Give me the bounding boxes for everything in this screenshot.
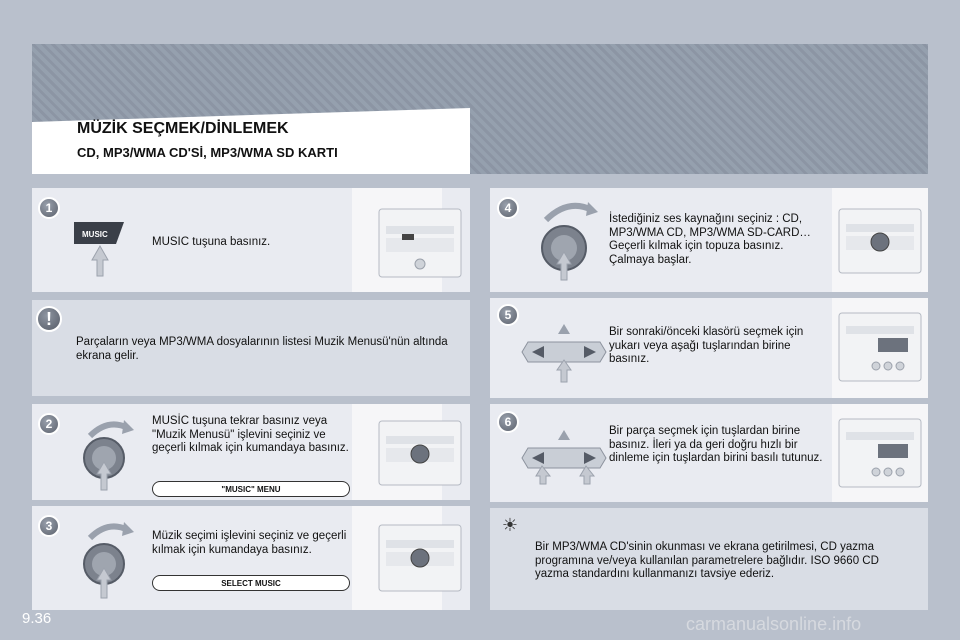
radio-unit-icon <box>838 312 922 382</box>
step-number-1: 1 <box>38 197 60 219</box>
step-number-3: 3 <box>38 515 60 537</box>
page-number: 9.36 <box>22 610 52 627</box>
radio-unit-icon <box>838 208 922 274</box>
select-music-pill: SELECT MUSIC <box>152 575 350 591</box>
step-6-text: Bir parça seçmek için tuşlardan birine basınız. İleri ya da geri doğru hızlı bir dinleme için tuşlardan birini basılı tutunuz. <box>609 425 823 464</box>
note-text: Parçaların veya MP3/WMA dosyalarının listesi Muzik Menusü'nün altında ekrana gelir. <box>76 336 448 362</box>
watermark: carmanualsonline.info <box>686 614 862 634</box>
page-title: MÜZİK SEÇMEK/DİNLEMEK <box>77 120 289 137</box>
music-menu-pill: "MUSIC" MENU <box>152 481 350 497</box>
rotary-knob-icon <box>78 520 134 600</box>
radio-unit-icon <box>378 420 462 486</box>
step-2-text: MUSİC tuşuna tekrar basınız veya "Muzik Menusü" işlevini seçiniz ve geçerli kılmak için kumandaya basınız. <box>152 415 349 454</box>
music-button-icon <box>72 210 132 276</box>
step-5-text: Bir sonraki/önceki klasörü seçmek için yukarı veya aşağı tuşlarından birine basınız. <box>609 326 804 365</box>
rotary-knob-icon <box>536 198 596 282</box>
radio-unit-icon <box>378 208 462 278</box>
step-number-6: 6 <box>497 411 519 433</box>
step-4-text: İstediğiniz ses kaynağını seçiniz : CD, MP3/WMA CD, MP3/WMA SD-CARD… Geçerli kılmak için topuza basınız. Çalmaya başlar. <box>609 213 811 266</box>
step-number-2: 2 <box>38 413 60 435</box>
music-button-label: MUSIC <box>82 230 108 239</box>
direction-pad-icon <box>522 322 606 382</box>
rotary-knob-icon <box>78 418 134 492</box>
page-subtitle: CD, MP3/WMA CD'Sİ, MP3/WMA SD KARTI <box>77 145 338 160</box>
sun-tip-icon: ☀ <box>501 515 519 535</box>
step-number-4: 4 <box>497 197 519 219</box>
radio-unit-icon <box>838 418 922 488</box>
step-3-text: Müzik seçimi işlevini seçiniz ve geçerli kılmak için kumandaya basınız. <box>152 530 347 556</box>
warning-icon: ! <box>36 306 62 332</box>
radio-unit-icon <box>378 524 462 592</box>
direction-pad-icon <box>522 428 606 488</box>
step-number-5: 5 <box>497 304 519 326</box>
step-1-text: MUSIC tuşuna basınız. <box>152 236 271 248</box>
tip-text: Bir MP3/WMA CD'sinin okunması ve ekrana getirilmesi, CD yazma programına ve/veya kullanılan parametrelere bağlıdır. ISO 9660 CD yazma standardını kullanmanızı tavsiye ederiz. <box>535 541 879 580</box>
